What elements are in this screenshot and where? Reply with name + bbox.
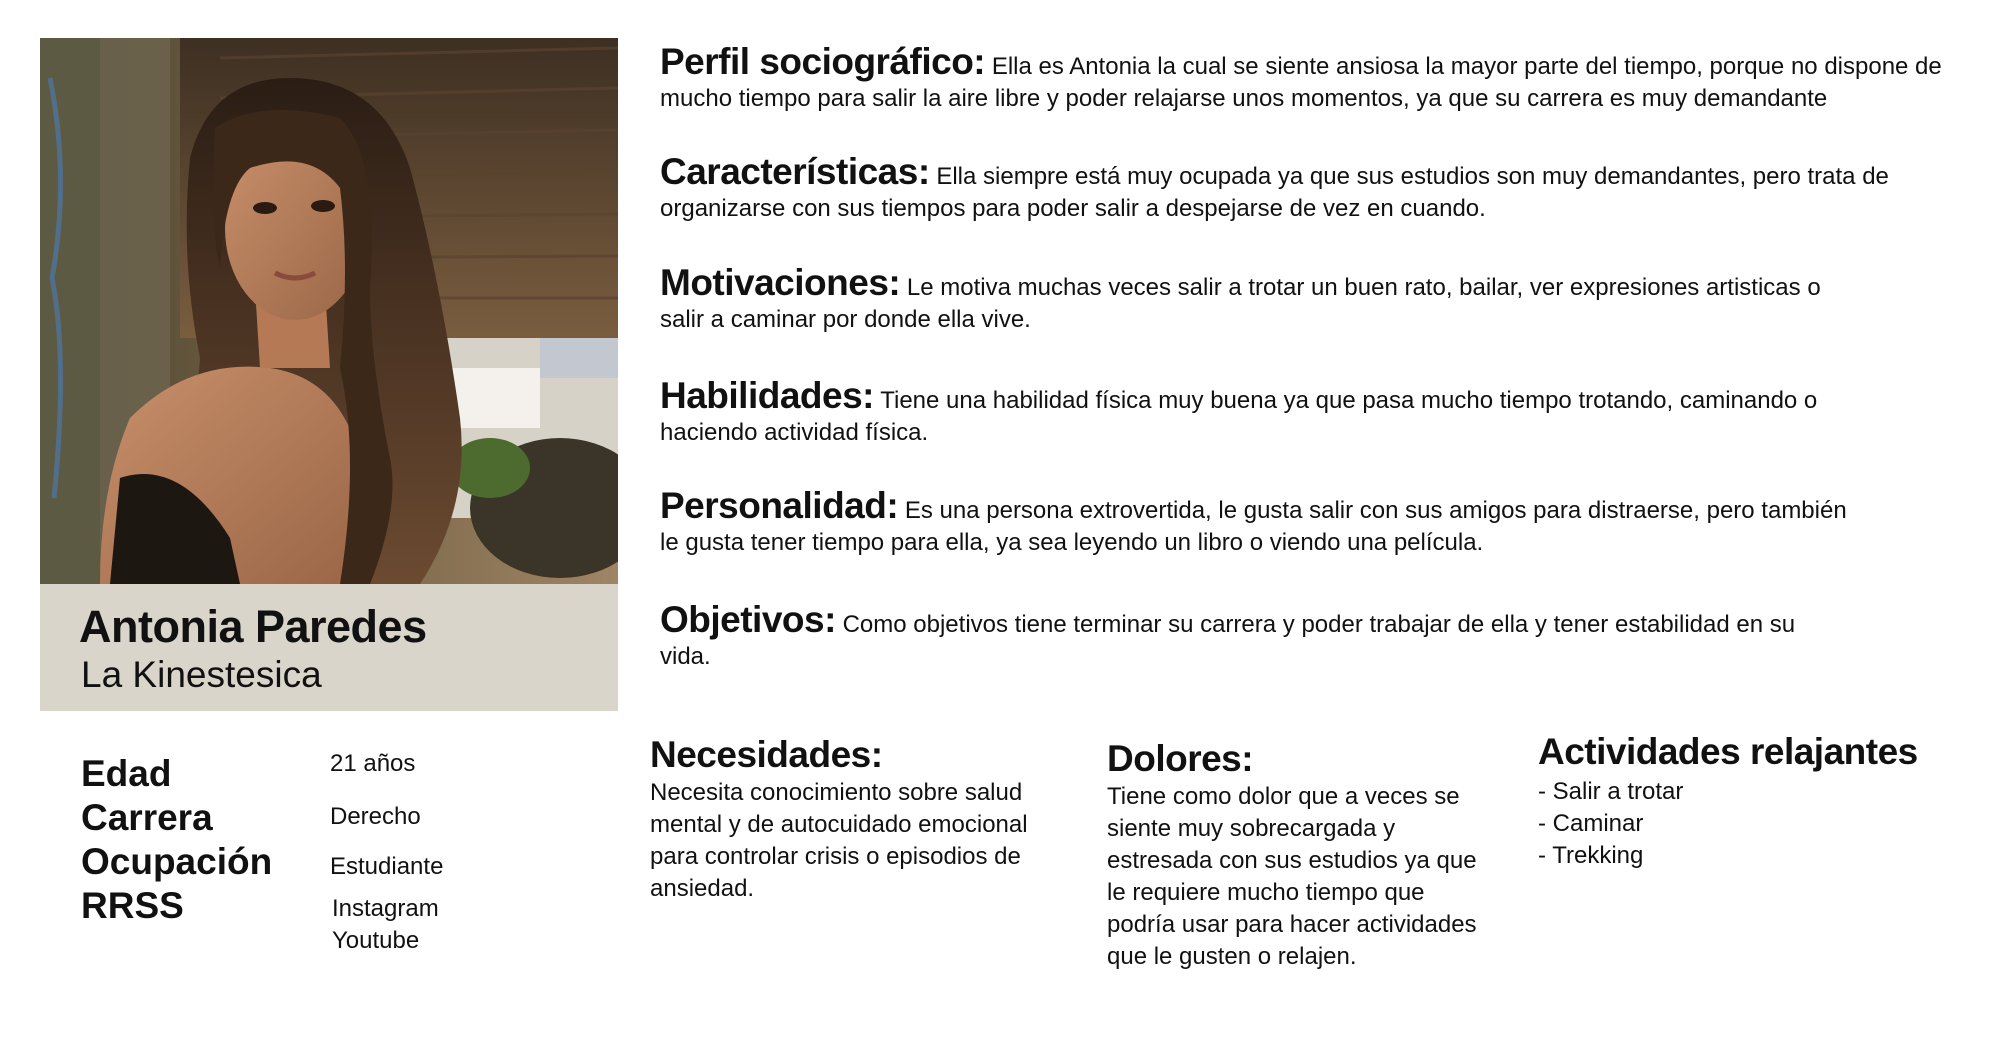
section-heading: Habilidades: bbox=[660, 375, 874, 416]
actividades-title: Actividades relajantes bbox=[1538, 731, 1918, 772]
dolores-line: siente muy sobrecargada y bbox=[1107, 815, 1396, 842]
section-text: Tiene una habilidad física muy buena ya que pasa mucho tiempo trotando, caminando o haciendo actividad física. bbox=[660, 387, 1818, 446]
necesidades-line: ansiedad. bbox=[650, 875, 755, 902]
section-text: Ella siempre está muy ocupada ya que sus estudios son muy demandantes, pero trata de organizarse con sus tiempos para poder salir a despejarse de vez en cuando. bbox=[660, 163, 1889, 222]
dolores-line: Tiene como dolor que a veces se bbox=[1107, 783, 1460, 810]
dolores-column bbox=[1107, 737, 1527, 973]
section-habilidades bbox=[660, 375, 1870, 449]
info-labels bbox=[81, 752, 272, 928]
section-motivaciones bbox=[660, 262, 1860, 336]
necesidades-line: para controlar crisis o episodios de bbox=[650, 843, 1021, 870]
section-text: Ella es Antonia la cual se siente ansiosa la mayor parte del tiempo, porque no dispone de mucho tiempo para salir la aire libre y poder relajarse unos momentos, ya que su carrera es muy demandante bbox=[660, 53, 1942, 112]
section-text: Le motiva muchas veces salir a trotar un buen rato, bailar, ver expresiones artisticas o salir a caminar por donde ella vive. bbox=[660, 274, 1821, 333]
label-carrera: Carrera bbox=[81, 797, 213, 838]
section-perfil bbox=[660, 41, 1960, 115]
section-heading: Motivaciones: bbox=[660, 262, 901, 303]
section-heading: Perfil sociográfico: bbox=[660, 41, 986, 82]
rrss-item: Youtube bbox=[332, 927, 420, 954]
value-carrera: Derecho bbox=[330, 803, 421, 830]
actividad-item: - Salir a trotar bbox=[1538, 778, 1684, 805]
dolores-line: podría usar para hacer actividades bbox=[1107, 911, 1477, 938]
section-heading: Personalidad: bbox=[660, 485, 899, 526]
persona-name-card bbox=[40, 584, 618, 711]
value-edad: 21 años bbox=[330, 750, 416, 777]
actividad-item: - Trekking bbox=[1538, 842, 1644, 869]
actividad-item: - Caminar bbox=[1538, 810, 1644, 837]
necesidades-line: Necesita conocimiento sobre salud bbox=[650, 779, 1023, 806]
actividades-list bbox=[1538, 776, 1958, 872]
persona-name: Antonia Paredes bbox=[79, 601, 427, 652]
necesidades-line: mental y de autocuidado emocional bbox=[650, 811, 1028, 838]
section-heading: Objetivos: bbox=[660, 599, 836, 640]
dolores-line: estresada con sus estudios ya que bbox=[1107, 847, 1477, 874]
dolores-line: le requiere mucho tiempo que bbox=[1107, 879, 1425, 906]
persona-portrait-photo bbox=[40, 38, 618, 584]
persona-alias: La Kinestesica bbox=[81, 654, 322, 695]
dolores-line: que le gusten o relajen. bbox=[1107, 943, 1357, 970]
section-objetivos bbox=[660, 599, 1820, 673]
label-edad: Edad bbox=[81, 753, 172, 794]
value-rrss bbox=[332, 893, 439, 957]
section-caracteristicas bbox=[660, 151, 1960, 225]
value-ocupacion: Estudiante bbox=[330, 853, 444, 880]
necesidades-column bbox=[650, 733, 1070, 905]
section-text: Como objetivos tiene terminar su carrera y poder trabajar de ella y tener estabilidad en su vida. bbox=[660, 611, 1796, 670]
section-personalidad bbox=[660, 485, 1860, 559]
necesidades-title: Necesidades: bbox=[650, 734, 883, 775]
label-rrss: RRSS bbox=[81, 885, 184, 926]
label-ocupacion: Ocupación bbox=[81, 841, 273, 882]
section-text: Es una persona extrovertida, le gusta salir con sus amigos para distraerse, pero también le gusta tener tiempo para ella, ya sea leyendo un libro o viendo una película. bbox=[660, 497, 1847, 556]
rrss-item: Instagram bbox=[332, 895, 439, 922]
section-heading: Características: bbox=[660, 151, 930, 192]
actividades-column bbox=[1538, 730, 1958, 872]
dolores-title: Dolores: bbox=[1107, 738, 1254, 779]
